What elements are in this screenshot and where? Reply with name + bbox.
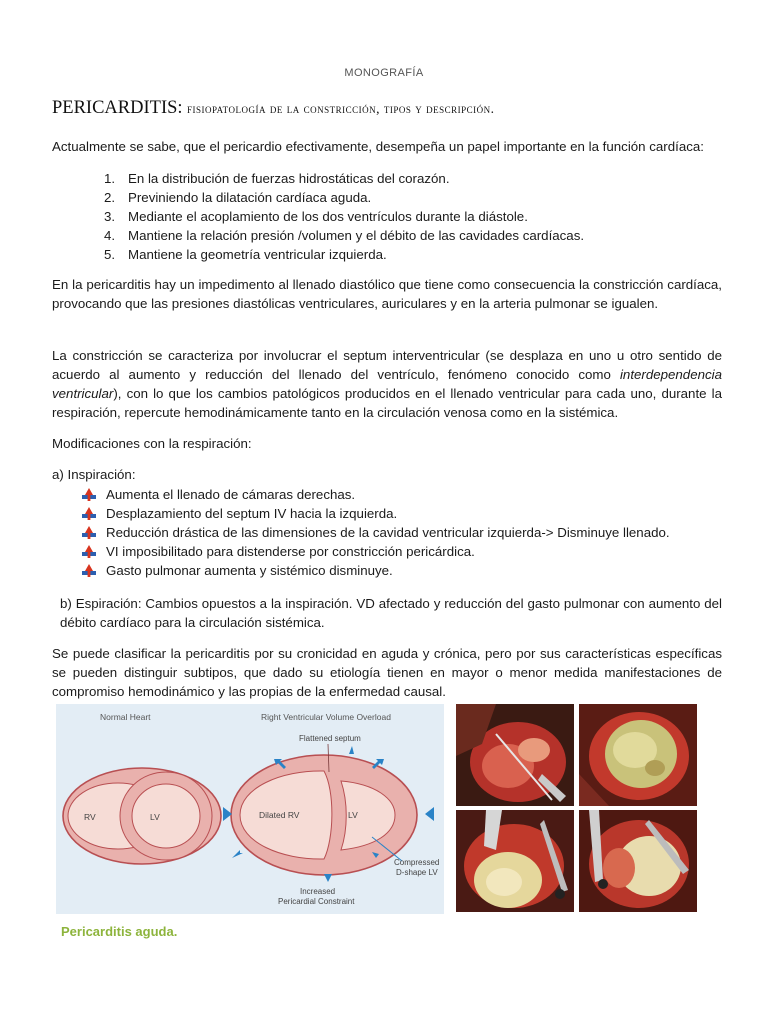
arrow-icon	[425, 807, 434, 821]
italic-term: interdependencia ventricular	[52, 367, 722, 401]
title-main: PERICARDITIS:	[52, 98, 183, 118]
lv-label: LV	[150, 812, 160, 822]
list-item: 5. Mantiene la geometría ventricular izquierda.	[104, 247, 387, 262]
increased-label-1: Increased	[300, 887, 336, 896]
normal-heart-title: Normal Heart	[100, 712, 151, 722]
title-subtitle: fisiopatología de la constricción, tipos y descripción.	[187, 101, 495, 116]
page-header: MONOGRAFÍA	[344, 67, 424, 79]
rv-label: RV	[84, 812, 96, 822]
surgical-photos	[456, 704, 698, 914]
arrow-icon	[232, 850, 243, 858]
surgical-photo-3	[456, 810, 574, 912]
red-blue-arrow-bullet-icon	[82, 564, 96, 578]
inspiration-list	[80, 485, 670, 580]
document-title	[52, 98, 732, 119]
constriction-paragraph: La constricción se caracteriza por involucrar el septum interventricular (se desplaza en uno u otro sentido de acuerdo al aumento y reducción del llenado del ventrículo, fenómeno conocido como interdependencia ventricular), con lo que los cambios patológicos producidos en el llenado ventricular para cada uno, durante la respiración, repercute hemodinámicamente tanto en la circulación venosa como en la sistémica.	[52, 348, 722, 420]
normal-lv-chamber	[132, 784, 200, 848]
functions-list	[104, 169, 584, 264]
increased-label-2: Pericardial Constraint	[278, 897, 355, 906]
list-item: Gasto pulmonar aumenta y sistémico disminuye.	[80, 561, 670, 580]
heart-diagram-svg	[56, 704, 444, 914]
list-item: Reducción drástica de las dimensiones de la cavidad ventricular izquierda-> Disminuye llenado.	[80, 523, 670, 542]
pericarditis-paragraph: En la pericarditis hay un impedimento al llenado diastólico que tiene como consecuencia la constricción cardíaca, provocando que las presiones diastólicas ventriculares, auriculares y en la arteria pulmonar se igualen.	[52, 277, 722, 311]
intro-paragraph: Actualmente se sabe, que el pericardio efectivamente, desempeña un papel importante en la función cardíaca:	[52, 139, 704, 154]
arrow-icon	[324, 874, 332, 882]
red-blue-arrow-bullet-icon	[82, 526, 96, 540]
compressed-label-1: Compressed	[394, 858, 440, 867]
modifications-heading: Modificaciones con la respiración:	[52, 436, 252, 451]
surgical-photo-1	[456, 704, 574, 806]
heart-diagram	[56, 704, 444, 914]
expiration-paragraph: b) Espiración: Cambios opuestos a la inspiración. VD afectado y reducción del gasto pulmonar con aumento del débito cardíaco para la circulación sistémica.	[60, 596, 722, 630]
red-blue-arrow-bullet-icon	[82, 507, 96, 521]
dilated-rv-label: Dilated RV	[259, 810, 300, 820]
flattened-septum-label: Flattened septum	[299, 734, 361, 743]
list-item: 2. Previniendo la dilatación cardíaca aguda.	[104, 190, 372, 205]
arrow-icon	[349, 746, 354, 754]
compressed-label-2: D-shape LV	[396, 868, 438, 877]
lv-label-overload: LV	[348, 810, 358, 820]
list-item: 3. Mediante el acoplamiento de los dos ventrículos durante la diástole.	[104, 209, 528, 224]
inspiration-label: a) Inspiración:	[52, 467, 136, 482]
surgical-photo-4	[579, 810, 697, 912]
figure-caption: Pericarditis aguda.	[61, 924, 178, 939]
overload-title: Right Ventricular Volume Overload	[261, 712, 391, 722]
list-item: 4. Mantiene la relación presión /volumen y el débito de las cavidades cardíacas.	[104, 228, 585, 243]
list-item: Aumenta el llenado de cámaras derechas.	[80, 485, 670, 504]
red-blue-arrow-bullet-icon	[82, 545, 96, 559]
list-item: VI imposibilitado para distenderse por constricción pericárdica.	[80, 542, 670, 561]
classification-paragraph: Se puede clasificar la pericarditis por su cronicidad en aguda y crónica, pero por sus características específicas se pueden distinguir subtipos, que dado su etiología tienen en mayor o menor medida manifestaciones de compromiso hemodinámico y las propias de la enfermedad causal.	[52, 646, 722, 699]
list-item: 1. En la distribución de fuerzas hidrostáticas del corazón.	[104, 171, 450, 186]
list-item: Desplazamiento del septum IV hacia la izquierda.	[80, 504, 670, 523]
red-blue-arrow-bullet-icon	[82, 488, 96, 502]
surgical-photo-2	[579, 704, 697, 806]
